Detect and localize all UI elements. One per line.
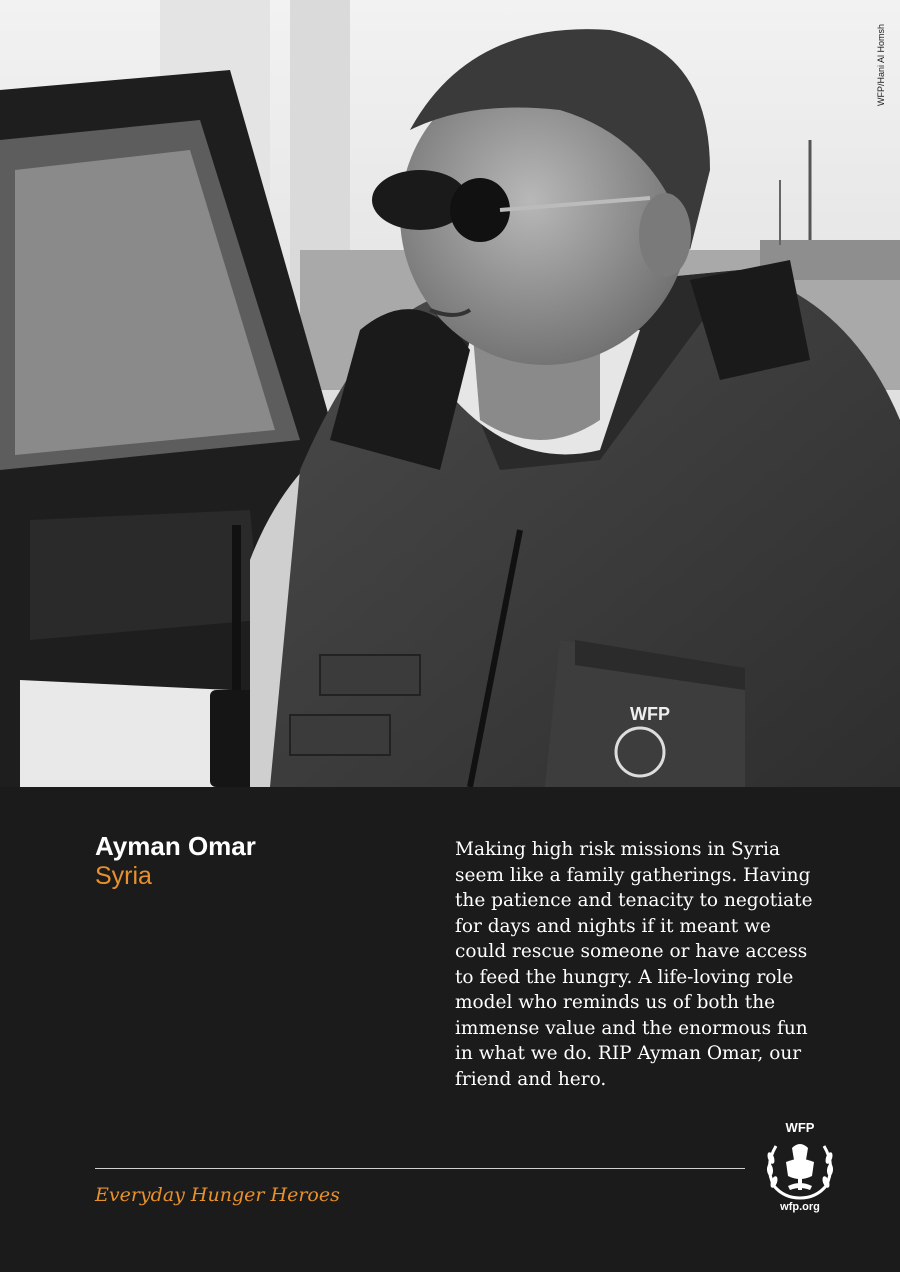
footer-divider <box>95 1168 745 1169</box>
wfp-emblem-icon <box>762 1136 838 1200</box>
vest-badge-label: WFP <box>630 704 670 724</box>
tribute-text: Making high risk missions in Syria seem like a family gatherings. Having the patience and tenacity to negotiate for days and nights if it meant we could rescue someone or have access to feed the hungry. A life-loving role model who reminds us of both the immense value and the enormous fun in what we do. RIP Ayman Omar, our friend and hero. <box>455 839 813 1090</box>
hero-name: Ayman Omar <box>95 831 256 861</box>
hero-country: Syria <box>95 862 152 890</box>
wfp-logo <box>758 1120 842 1214</box>
campaign-tagline: Everyday Hunger Heroes <box>95 1184 340 1206</box>
photo-credit: WFP/Hani Al Homsh <box>876 24 886 107</box>
wfp-logo-url: wfp.org <box>780 1201 820 1213</box>
wfp-logo-title: WFP <box>785 1120 815 1135</box>
